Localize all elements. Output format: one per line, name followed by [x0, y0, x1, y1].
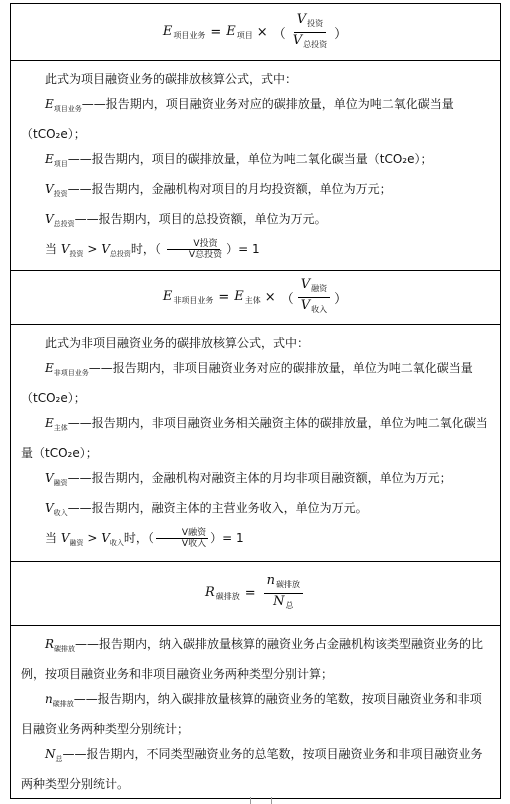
condition-line: 当 $V_{融资} > V_{收入}$时，（ $\frac{\text{V融资}}{\text{V收入}}$ ）= 1 — [45, 528, 244, 549]
condition-fraction: $\frac{\text{V融资}}{\text{V收入}}$ — [156, 528, 208, 549]
equals-sign: = — [210, 24, 222, 40]
definition-item: $N_总——$报告期内，不同类型融资业务的总笔数，按项目融资业务和非项目融资业务两种类型分别统计。 — [21, 747, 483, 791]
definition-item: $V_{收入}——$报告期内，融资主体的主营业务收入，单位为万元。 — [45, 501, 368, 517]
page-edge-mark — [250, 797, 272, 804]
formula-rhs-term: $E_{项目}$ — [226, 23, 253, 40]
definition-item: $E_{项目业务}——$报告期内，项目融资业务对应的碳排放量，单位为吨二氧化碳当量（tCO₂e）； — [21, 97, 454, 141]
formula-row-nonproject: $E_{非项目业务}$ = $E_{主体}$ × （ $\frac{V_{融资}}{V_{收入}}$ ） — [11, 271, 500, 325]
times-sign: × — [264, 290, 276, 305]
description-project — [11, 61, 500, 271]
formula-fraction: $\frac{V_{投资}}{V_{总投资}}$ — [292, 11, 328, 49]
definition-item: $E_{主体}——$报告期内，非项目融资业务相关融资主体的碳排放量，单位为吨二氧化碳当量（tCO₂e）； — [21, 416, 488, 460]
formula-lhs: $E_{项目业务}$ — [162, 23, 206, 40]
formula-lhs: $E_{非项目业务}$ — [162, 289, 214, 305]
formula-row-ratio — [11, 562, 500, 626]
intro-text: 此式为非项目融资业务的碳排放核算公式，式中： — [45, 336, 310, 350]
formula-fraction: $\frac{V_{融资}}{V_{收入}}$ — [298, 278, 330, 317]
definition-item: $n_{碳排放}——$报告期内，纳入碳排放量核算的融资业务的笔数，按项目融资业务和非项目融资业务两种类型分别统计； — [21, 692, 482, 736]
description-ratio — [11, 626, 500, 798]
definition-item: $R_{碳排放}——$报告期内，纳入碳排放量核算的融资业务占金融机构该类型融资业务的比例，按项目融资业务和非项目融资业务两种类型分别计算； — [21, 637, 484, 681]
equals-sign: = — [244, 586, 256, 601]
definition-item: $V_{融资}——$报告期内，金融机构对融资主体的月均非项目融资额，单位为万元； — [45, 471, 452, 487]
formula-table — [10, 3, 501, 799]
definition-item: $E_{项目}——$报告期内，项目的碳排放量，单位为吨二氧化碳当量（tCO₂e）； — [45, 152, 433, 168]
condition-fraction: $\frac{\text{V投资}}{\text{V总投资}}$ — [163, 239, 224, 260]
times-sign: × — [256, 24, 268, 40]
intro-text: 此式为项目融资业务的碳排放核算公式，式中： — [45, 72, 298, 86]
description-nonproject — [11, 325, 500, 562]
equals-sign: = — [218, 290, 230, 305]
condition-line: 当 $V_{投资} > V_{总投资}$时，（ $\frac{\text{V投资}}{\text{V总投资}}$ ）= 1 — [45, 239, 260, 260]
formula-lhs: $R_{碳排放}$ — [204, 585, 240, 601]
definition-item: $V_{投资}——$报告期内，金融机构对项目的月均投资额，单位为万元； — [45, 182, 392, 198]
formula-rhs-term: $E_{主体}$ — [234, 289, 261, 305]
definition-item: $E_{非项目业务}——$报告期内，非项目融资业务对应的碳排放量，单位为吨二氧化碳当量（tCO₂e）； — [21, 361, 473, 405]
formula-fraction: $\frac{n_{碳排放}}{N_总}$ — [264, 574, 303, 613]
definition-item: $V_{总投资}——$报告期内，项目的总投资额，单位为万元。 — [45, 212, 327, 228]
formula-row-project: $E_{项目业务}$ = $E_{项目}$ × （ $\frac{V_{投资}}{V_{总投资}}$ ） — [11, 4, 500, 61]
